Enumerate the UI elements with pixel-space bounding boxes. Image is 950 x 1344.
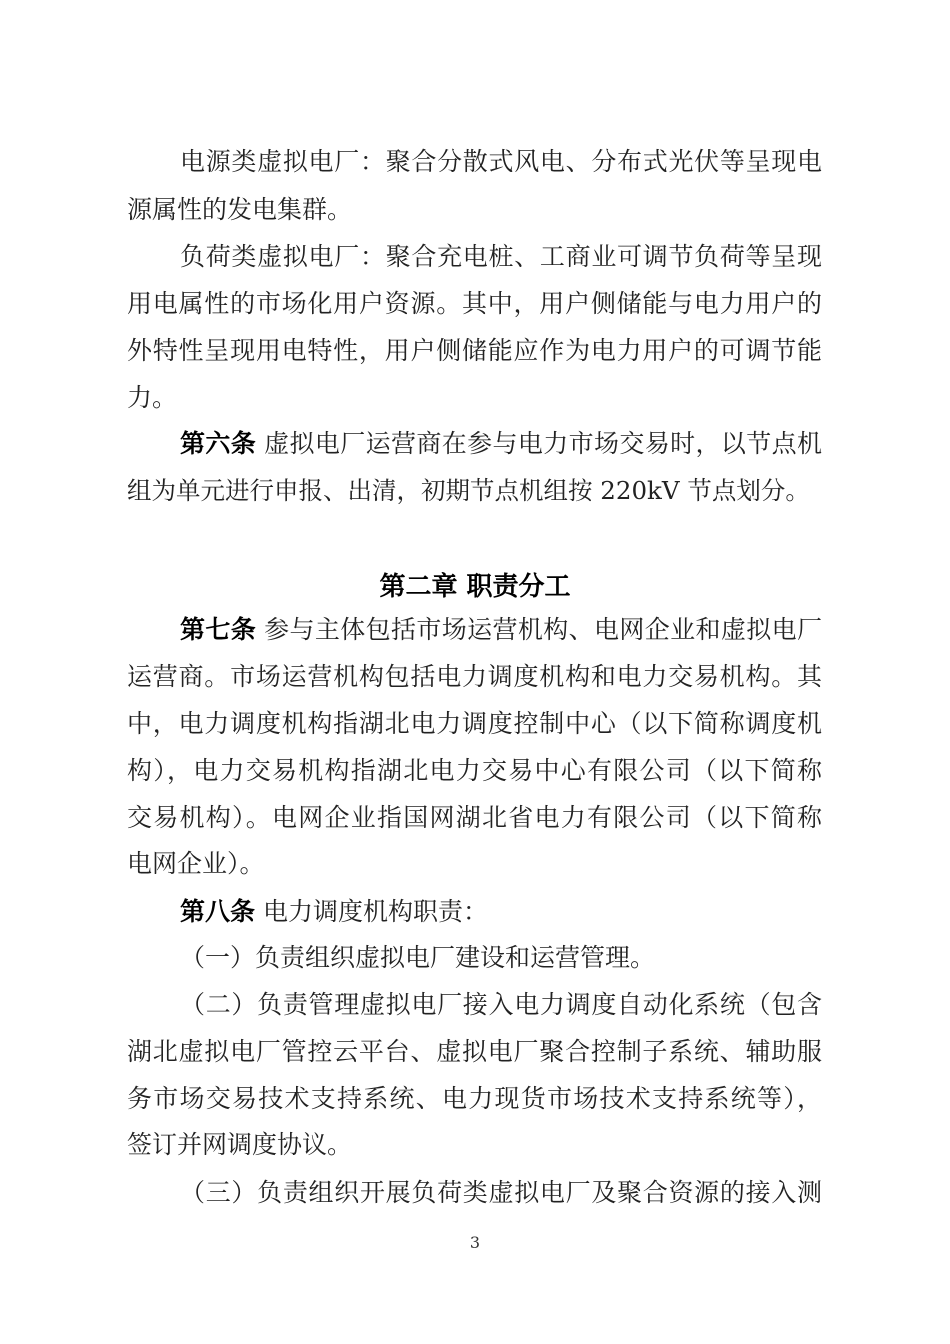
line-text: 用电属性的市场化用户资源。其中，用户侧储能与电力用户的 (127, 289, 822, 318)
line-text: 负荷类虚拟电厂：聚合充电桩、工商业可调节负荷等呈现 (180, 242, 822, 271)
line-text: 务市场交易技术支持系统、电力现货市场技术支持系统等）， (127, 1084, 822, 1113)
line-text: 力。 (127, 383, 178, 412)
text-line (180, 942, 822, 974)
line-text: 外特性呈现用电特性，用户侧储能应作为电力用户的可调节能 (127, 336, 822, 365)
text-line (127, 288, 822, 320)
text-line (180, 146, 822, 178)
text-line (127, 1036, 822, 1068)
text-line (180, 614, 822, 646)
line-text: 虚拟电厂运营商在参与电力市场交易时，以节点机 (264, 429, 822, 458)
line-text: 参与主体包括市场运营机构、电网企业和虚拟电厂 (264, 615, 822, 644)
text-line (180, 428, 822, 460)
line-text: 运营商。市场运营机构包括电力调度机构和电力交易机构。其 (127, 662, 822, 691)
text-line (180, 989, 822, 1021)
article-number: 第六条 (180, 429, 257, 458)
text-line (127, 194, 822, 226)
text-line (127, 335, 822, 367)
article-number: 第八条 (180, 897, 256, 926)
line-text: 电源类虚拟电厂：聚合分散式风电、分布式光伏等呈现电 (180, 147, 822, 176)
text-line (127, 802, 822, 834)
line-text: 组为单元进行申报、出清，初期节点机组按 220kV 节点划分。 (127, 476, 810, 505)
text-line (180, 241, 822, 273)
line-text: （三）负责组织开展负荷类虚拟电厂及聚合资源的接入测 (180, 1178, 822, 1207)
line-text: 湖北虚拟电厂管控云平台、虚拟电厂聚合控制子系统、辅助服 (127, 1037, 822, 1066)
line-text: 构），电力交易机构指湖北电力交易中心有限公司（以下简称 (127, 756, 822, 785)
line-text: （一）负责组织虚拟电厂建设和运营管理。 (180, 943, 656, 972)
line-text: 交易机构）。电网企业指国网湖北省电力有限公司（以下简称 (127, 803, 822, 832)
text-line (127, 382, 822, 414)
article-number: 第七条 (180, 615, 257, 644)
text-line (127, 1129, 822, 1161)
text-line (127, 475, 822, 507)
text-line (127, 661, 822, 693)
line-text: 电力调度机构职责： (263, 897, 489, 926)
text-line (127, 1083, 822, 1115)
line-text: 源属性的发电集群。 (127, 195, 353, 224)
text-line (127, 848, 822, 880)
line-text: 中，电力调度机构指湖北电力调度控制中心（以下简称调度机 (127, 709, 822, 738)
line-text: 电网企业）。 (127, 849, 265, 878)
text-line (180, 896, 822, 928)
page-number: 3 (469, 1233, 481, 1252)
chapter-heading: 第二章 职责分工 (379, 572, 571, 602)
text-line (180, 1177, 822, 1209)
line-text: （二）负责管理虚拟电厂接入电力调度自动化系统（包含 (180, 990, 822, 1019)
line-text: 签订并网调度协议。 (127, 1130, 353, 1159)
text-line (127, 708, 822, 740)
text-line (127, 755, 822, 787)
